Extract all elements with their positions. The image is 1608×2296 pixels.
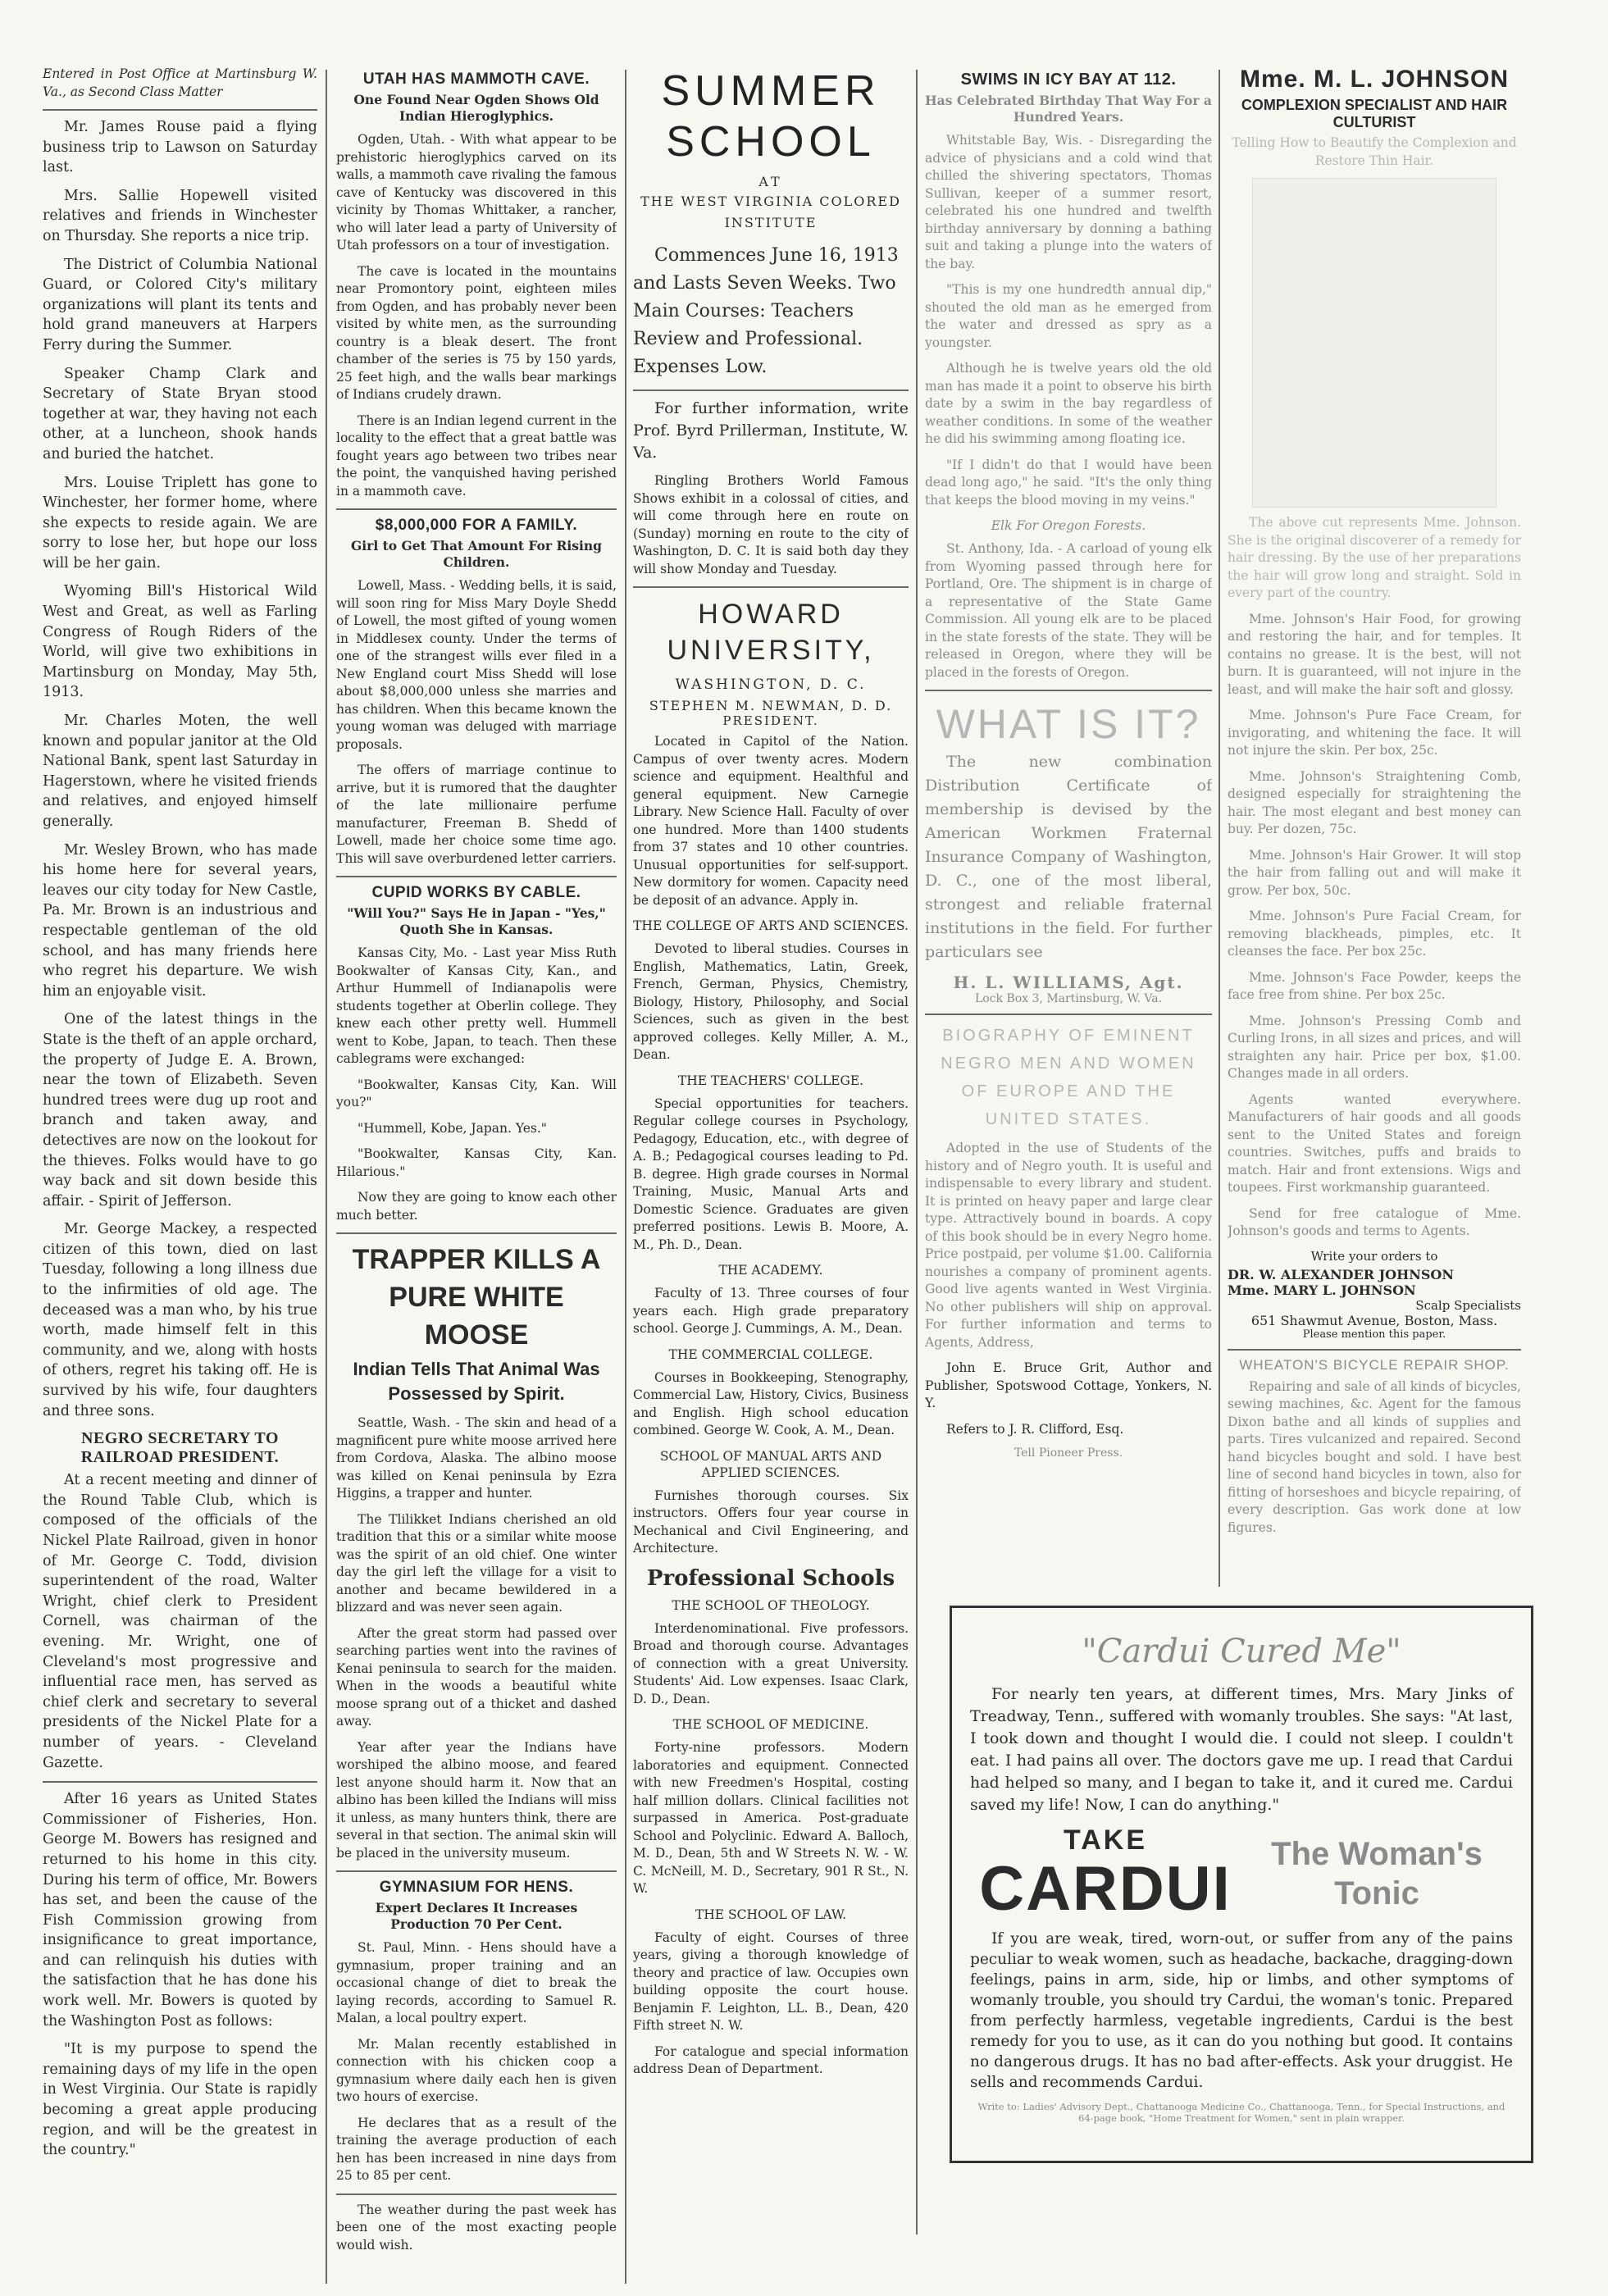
divider — [336, 876, 617, 877]
dept-heading: THE COMMERCIAL COLLEGE. — [668, 1346, 873, 1362]
johnson-intro: Telling How to Beautify the Complexion and Restore Thin Hair. — [1232, 135, 1517, 168]
dept-body: Furnishes thorough courses. Six instructors. Offers four year course in Mechanical and Civil Engineering, and Architecture. — [633, 1487, 909, 1556]
column-2 — [336, 66, 617, 2262]
divider — [336, 2194, 617, 2195]
article-body: Lowell, Mass. - Wedding bells, it is said, will soon ring for Miss Mary Doyle Shedd of Lowell, the most gifted of young women in Middlesex county. Under the terms of one of the strangest wills ever filed in a New England court Miss Shedd will lose about $8,000,000 unless she marries and has children. When this became known the young woman was deluged with marriage proposals. — [336, 578, 617, 752]
local-item: Mrs. Louise Triplett has gone to Winchester, her former home, where she expects to reside again. We are sorry to lose her, but hope our loss will be her gain. — [43, 474, 317, 572]
johnson-address: 651 Shawmut Avenue, Boston, Mass. — [1250, 1312, 1498, 1328]
dept-heading: THE TEACHERS' COLLEGE. — [677, 1073, 864, 1088]
article-subhead: Girl to Get That Amount For Rising Children. — [351, 538, 602, 570]
local-item: Wyoming Bill's Historical Wild West and Great, as well as Farling Congress of Rough Riders of the World, will give two exhibitions in Martinsburg on Monday, May 5th, 1913. — [43, 583, 317, 701]
masthead-notice: Entered in Post Office at Martinsburg W. Va., as Second Class Matter — [43, 66, 317, 99]
local-item: The District of Columbia National Guard, or Colored City's military organizations will plant its tents and hold grand maneuvers at Harpers Ferry during the Summer. — [43, 256, 317, 353]
dept-body: Forty-nine professors. Modern laboratories and equipment. Connected with new Freedmen's Hospital, costing half million dollars. Clinical facilities not surpassed in America. Post-graduate School and Polyclinic. Edward A. Balloch, M. D., Dean, 5th and W Streets N. W. - W. C. McNeill, M. D., Secretary, 901 R St., N. W. — [633, 1740, 909, 1896]
article-body: Now they are going to know each other much better. — [336, 1190, 617, 1223]
institute-name: THE WEST VIRGINIA COLORED INSTITUTE — [640, 194, 901, 230]
show-notice: Ringling Brothers World Famous Shows exhibit in a colossal of cities, and will come through here en route on (Sunday) morning en route to the city of Washington, D. C. It is said both day they will show Monday and Tuesday. — [633, 473, 909, 576]
johnson-dr: DR. W. ALEXANDER JOHNSON — [1228, 1266, 1454, 1282]
ad-brand-row — [970, 1824, 1513, 1922]
article-subhead: Expert Declares It Increases Production 70 Per Cent. — [375, 1900, 578, 1932]
ad-cardui: CARDUI — [979, 1854, 1232, 1924]
johnson-subheading: COMPLEXION SPECIALIST AND HAIR CULTURIST — [1241, 97, 1508, 130]
local-item: Mr. Charles Moten, the well known and popular janitor at the Old National Bank, spent last Saturday in Hagerstown, where he visited friends and relatives, and enjoyed himself generally. — [43, 713, 317, 830]
article-body: "Hummell, Kobe, Japan. Yes." — [358, 1120, 547, 1136]
ad-fine-print: Write to: Ladies' Advisory Dept., Chattanooga Medicine Co., Chattanooga, Tenn., for Special Instructions, and 64-page book, "Home Treatment for Women," sent in plain wrapper. — [977, 2101, 1506, 2124]
johnson-specialists: Scalp Specialists — [1415, 1297, 1521, 1313]
article-subhead: Indian Tells That Animal Was Possessed by Spirit. — [353, 1359, 600, 1404]
divider — [43, 109, 317, 111]
article-body: The offers of marriage continue to arrive, but it is rumored that the daughter of the late millionaire perfume manufacturer, Freeman B. Shedd of Lowell, made her choice some time ago. This will save overburdened letter carriers. — [336, 763, 617, 866]
article-subhead: "Will You?" Says He in Japan - "Yes," Quoth She in Kansas. — [347, 905, 606, 937]
biography-reference: Refers to J. R. Clifford, Esq. — [946, 1421, 1124, 1437]
article-body: There is an Indian legend current in the locality to the effect that a great battle was fought years ago between two tribes near the point, the vanquished having perished in a mammoth cave. — [336, 412, 617, 499]
local-item: Mr. George Mackey, a respected citizen of this town, died on last Tuesday, following a long illness due to the infirmities of old age. The deceased was a man who, by his true worth, made himself felt in this community, and we, along with hosts of others, regret his taking off. He is survived by his wife, four daughters and three sons. — [43, 1221, 317, 1419]
article-headline: Elk For Oregon Forests. — [991, 518, 1146, 533]
article-body: After 16 years as United States Commissioner of Fisheries, Hon. George M. Bowers has resigned and returned to his home in this city. During his term of office, Mr. Bowers has set, and been the cause of the Fish Commission growing from insignificance to great importance, and can relinquish his duties with the satisfaction that he has done his work well. Mr. Bowers is quoted by the Washington Post as follows: — [43, 1791, 317, 2029]
johnson-write: Write your orders to — [1310, 1248, 1438, 1264]
what-is-it-heading: WHAT IS IT? — [936, 701, 1201, 747]
local-item: Speaker Champ Clark and Secretary of State Bryan stood together at war, they having not each other, at a luncheon, shook hands and buried the hatchet. — [43, 365, 317, 462]
dept-heading: SCHOOL OF MANUAL ARTS AND APPLIED SCIENCES. — [659, 1448, 882, 1480]
article-subhead: Has Celebrated Birthday That Way For a Hundred Years. — [925, 93, 1212, 125]
divider — [336, 508, 617, 510]
johnson-body: Mme. Johnson's Hair Grower. It will stop the hair from falling out and will make it grow. Per box, 50c. — [1228, 847, 1521, 898]
article-body: Ogden, Utah. - With what appear to be prehistoric hieroglyphics carved on its walls, a mammoth cave rivaling the famous cave of Kentucky was discovered in this vicinity by Thomas Whittaker, a rancher, who will later lead a party of University of Utah professors on a tour of investigation. — [336, 132, 617, 253]
article-body: "Bookwalter, Kansas City, Kan. Will you?" — [336, 1077, 617, 1109]
howard-title: HOWARD UNIVERSITY, — [667, 599, 875, 666]
local-item: Mr. Wesley Brown, who has made his home here for several years, leaves our city today for New Castle, Pa. Mr. Brown is an industrious and respectable gentleman of the old school, and has many friends here who regret his departure. We wish him an enjoyable visit. — [43, 841, 317, 1000]
johnson-mme: Mme. MARY L. JOHNSON — [1228, 1282, 1416, 1298]
howard-body: Located in Capitol of the Nation. Campus of over twenty acres. Modern science and equipment. Healthful and general equipment. New Carnegie Library. New Science Hall. Faculty of over one hundred. More than 1400 students from 37 states and 10 other countries. Unusual opportunities for self-support. New dormitory for women. Capacity need be deposit of an advance. Apply in. — [633, 734, 909, 908]
johnson-body: The above cut represents Mme. Johnson. She is the original discoverer of a remedy for hair dressing. By the use of her preparations the hair will grow long and straight. Sold in every part of the country. — [1228, 515, 1521, 600]
howard-president-title: PRESIDENT. — [722, 713, 819, 728]
what-is-it-body: The new combination Distribution Certificate of membership is devised by the American Workmen Fraternal Insurance Company of Washington, D. C., one of the most liberal, strongest and reliable fraternal institutions in the field. For further particulars see — [925, 753, 1212, 961]
divider — [925, 690, 1212, 691]
dept-body: Faculty of 13. Three courses of four years each. High grade preparatory school. George J. Cummings, A. M., Dean. — [633, 1286, 909, 1336]
ad-body: If you are weak, tired, worn-out, or suffer from any of the pains peculiar to weak women, such as headache, backache, dragging-down feelings, pains in arm, side, hip or limbs, and other symptoms of womanly trouble, you should try Cardui, the woman's tonic. Prepared from perfectly harmless, vegetable ingredients, Cardui is the best remedy for you to use, as it can do you nothing but good. It contains no dangerous drugs. It has no bad after-effects. Ask your druggist. He sells and recommends Cardui. — [970, 1930, 1513, 2091]
dept-heading: THE SCHOOL OF THEOLOGY. — [672, 1597, 870, 1613]
divider — [633, 390, 909, 391]
ad-take: TAKE — [1063, 1824, 1148, 1856]
article-body: Although he is twelve years old the old man has made it a point to observe his birth date by a swim in the bay regardless of weather conditions. In some of the weather he did his swimming among floating ice. — [925, 361, 1212, 446]
column-rule — [1219, 70, 1220, 1587]
dept-heading: THE ACADEMY. — [718, 1263, 823, 1278]
at-label: AT — [758, 174, 783, 189]
agent-name: H. L. WILLIAMS, Agt. — [953, 973, 1184, 992]
article-body: St. Anthony, Ida. - A carload of young elk from Wyoming passed through here for Portland, Ore. The shipment is in charge of a representative of the State Game Commission. All young elk are to be placed in the state forests of the state. They will be released in Oregon, where they will be placed in the forests of Oregon. — [925, 541, 1212, 680]
dept-heading: THE SCHOOL OF LAW. — [695, 1906, 847, 1922]
howard-president: STEPHEN M. NEWMAN, D. D. — [649, 698, 893, 713]
divider — [1228, 1349, 1521, 1351]
local-item: One of the latest things in the State is the theft of an apple orchard, the property of Judge E. A. Brown, near the town of Elizabeth. Seven hundred trees were dug up root and branch and taken away, and detectives are now on the lookout for the thieves. Folks would have to go way back and sit down beside this affair. - Spirit of Jefferson. — [43, 1011, 317, 1210]
ad-tonic: The Woman's Tonic — [1271, 1835, 1483, 1911]
article-body: The weather during the past week has been one of the most exacting people would wish. — [336, 2202, 617, 2253]
article-body: The Tlilikket Indians cherished an old tradition that this or a similar white moose was the spirit of an old chief. One winter day the girl left the village for a visit to another and became bewildered in a blizzard and was never seen again. — [336, 1511, 617, 1615]
article-body: St. Paul, Minn. - Hens should have a gymnasium, proper training and an occasional change of diet to break the laying records, according to Samuel R. Malan, a local poultry expert. — [336, 1940, 617, 2025]
article-body: Mr. Malan recently established in connection with his chicken coop a gymnasium where daily each hen is given two hours of exercise. — [336, 2036, 617, 2104]
column-rule — [326, 70, 327, 2284]
divider — [336, 1870, 617, 1872]
article-body: Year after year the Indians have worshiped the albino moose, and feared lest anyone should harm it. Now that an albino has been killed the Indians will miss it unless, as many hunters think, there are several in that section. The animal skin will be placed in the university museum. — [336, 1739, 617, 1861]
biography-credit: Tell Pioneer Press. — [1014, 1446, 1123, 1460]
dept-body: Devoted to liberal studies. Courses in English, Mathematics, Latin, Greek, French, German, Physics, Chemistry, Biology, History, Philosophy, and Social Sciences, such as given in the best approved colleges. Kelly Miller, A. M., Dean. — [633, 941, 909, 1062]
article-body: "This is my one hundredth annual dip," shouted the old man as he emerged from the water and dressed as spry as a youngster. — [925, 282, 1212, 350]
local-item: Mr. James Rouse paid a flying business trip to Lawson on Saturday last. — [43, 119, 317, 176]
bicycle-heading: WHEATON'S BICYCLE REPAIR SHOP. — [1239, 1356, 1510, 1373]
johnson-body: Send for free catalogue of Mme. Johnson's goods and terms to Agents. — [1228, 1205, 1521, 1238]
divider — [925, 1014, 1212, 1015]
johnson-body: Agents wanted everywhere. Manufacturers of hair goods and all goods sent to the United States and foreign countries. Switches, puffs and braids to match. Hair and front extensions. Wigs and toupees. First workmanship guaranteed. — [1228, 1091, 1521, 1195]
johnson-body: Mme. Johnson's Hair Food, for growing and restoring the hair, and for temples. It contains no grease. It is the best, will not burn. It is guaranteed, will not injure in the least, and will make the hair soft and glossy. — [1228, 611, 1521, 697]
article-headline: UTAH HAS MAMMOTH CAVE. — [362, 71, 590, 88]
local-item: Mrs. Sallie Hopewell visited relatives and friends in Winchester on Thursday. She reports a nice trip. — [43, 187, 317, 244]
article-body: "Bookwalter, Kansas City, Kan. Hilarious." — [336, 1146, 617, 1179]
article-headline: SWIMS IN ICY BAY AT 112. — [960, 71, 1177, 89]
divider — [336, 1232, 617, 1234]
article-headline: NEGRO SECRETARY TO RAILROAD PRESIDENT. — [80, 1429, 280, 1467]
article-subhead: One Found Near Ogden Shows Old Indian Hieroglyphics. — [353, 92, 599, 124]
bicycle-body: Repairing and sale of all kinds of bicycles, sewing machines, &c. Agent for the famous Dixon bathe and all kinds of supplies and parts. Tires vulcanized and repaired. Second hand bicycles bought and sold. I have best line of second hand bicycles in town, also for fitting of horseshoes and bicycle repairing, of every description. Gas work done at low figures. — [1228, 1378, 1521, 1535]
dept-body: Faculty of eight. Courses of three years, giving a thorough knowledge of theory and practice of law. Occupies own building opposite the court house. Benjamin F. Leighton, LL. B., Dean, 420 Fifth street N. W. — [633, 1929, 909, 2033]
article-body: At a recent meeting and dinner of the Round Table Club, which is composed of the officials of the Nickel Plate Railroad, given in honor of Mr. George C. Todd, division superintendent of the road, Walter Wright, chief clerk to President Cornell, was chairman of the evening. Mr. Wright, one of Cleveland's most progressive and influential race men, has served as chief clerk and secretary to several presidents of the Nickel Plate for a number of years. - Cleveland Gazette. — [43, 1472, 317, 1771]
ad-testimonial: For nearly ten years, at different times, Mrs. Mary Jinks of Treadway, Tenn., suffered with womanly troubles. She says: "At last, I took down and thought I would die. I could not sleep. I couldn't eat. I had pains all over. The doctors gave me up. I read that Cardui had helped so many, and I began to take it, and it cured me. Cardui saved my life! Now, I can do anything." — [970, 1685, 1513, 1814]
article-body: "If I didn't do that I would have been dead long ago," he said. "It's the only thing that keeps the blood moving in my veins." — [925, 457, 1212, 508]
summer-info: For further information, write Prof. Byrd Prillerman, Institute, W. Va. — [633, 399, 909, 462]
article-headline: GYMNASIUM FOR HENS. — [379, 1879, 574, 1896]
column-5 — [1228, 66, 1521, 1545]
article-body: The cave is located in the mountains near Promontory point, eighteen miles from Ogden, and has probably never been visited by white men, as the surrounding country is a bleak desert. The front chamber of the series is 75 by 150 yards, 25 feet high, and the walls bear markings of Indians crudely drawn. — [336, 263, 617, 402]
article-headline: TRAPPER KILLS A PURE WHITE MOOSE — [352, 1244, 601, 1351]
column-rule — [916, 70, 918, 2234]
article-body: Kansas City, Mo. - Last year Miss Ruth Bookwalter of Kansas City, Kan., and Arthur Hummell of Indianapolis were students together at Oberlin college. They knew each other pretty well. Hummell went to Kobe, Japan, to teach. Then these cablegrams were exchanged: — [336, 945, 617, 1066]
biography-author: John E. Bruce Grit, Author and Publisher, Spotswood Cottage, Yonkers, N. Y. — [925, 1360, 1212, 1410]
biography-body: Adopted in the use of Students of the history and of Negro youth. It is useful and indispensable to every library and student. It is printed on heavy paper and large clear type. Attractively bound in boards. A copy of this book should be in every Negro home. Price postpaid, per volume $1.00. California nourishes a company of prominent agents. Good live agents wanted in West Virginia. No other publishers will ship on approval. For further information and terms to Agents, Address, — [925, 1141, 1212, 1350]
school-heading: SCHOOL — [666, 118, 876, 166]
article-headline: $8,000,000 FOR A FAMILY. — [375, 517, 578, 534]
dept-body: For catalogue and special information address Dean of Department. — [633, 2043, 909, 2076]
johnson-body: Mme. Johnson's Straightening Comb, designed especially for straightening the hair. The most elegant and best money can buy. Per dozen, 75c. — [1228, 768, 1521, 836]
dept-body: Courses in Bookkeeping, Stenography, Commercial Law, History, Civics, Business and English. High school education combined. George W. Cook, A. M., Dean. — [633, 1369, 909, 1437]
biography-heading: BIOGRAPHY OF EMINENT NEGRO MEN AND WOMEN OF EUROPE AND THE UNITED STATES. — [941, 1027, 1196, 1128]
article-headline: CUPID WORKS BY CABLE. — [371, 884, 581, 901]
ad-title: "Cardui Cured Me" — [1082, 1633, 1401, 1670]
johnson-heading: Mme. M. L. JOHNSON — [1239, 66, 1510, 93]
article-body: After the great storm had passed over searching parties went into the ravines of Kenai peninsula to search for the maiden. When in the woods a beautiful white moose sprang out of a thicket and dashed away. — [336, 1625, 617, 1729]
ad-brand — [970, 1824, 1241, 1922]
johnson-mention: Please mention this paper. — [1302, 1328, 1446, 1341]
cardui-ad — [950, 1606, 1533, 2163]
article-body: Whitstable Bay, Wis. - Disregarding the advice of physicians and a cold wind that chilled the shivering spectators, Thomas Sullivan, keeper of a summer resort, celebrated his one hundred and twelfth birthday anniversary by donning a bathing suit and taking a plunge into the waters of the bay. — [925, 133, 1212, 271]
article-body: "It is my purpose to spend the remaining days of my life in the open in West Virginia. Our State is rapidly becoming a great apple producing region, and will be the greatest in the country." — [43, 2041, 317, 2159]
column-4 — [925, 66, 1212, 1460]
divider — [43, 1781, 317, 1783]
johnson-body: Mme. Johnson's Pure Facial Cream, for removing blackheads, pimples, etc. It cleanses the face. Per box 25c. — [1228, 909, 1521, 959]
johnson-body: Mme. Johnson's Pressing Comb and Curling Irons, in all sizes and prices, and will straighten any hair. Price per box, $1.00. Changes made in all orders. — [1228, 1013, 1521, 1081]
article-body: Seattle, Wash. - The skin and head of a magnificent pure white moose arrived here from Cordova, Alaska. The albino moose was killed on Kenai peninsula by Ezra Higgins, a trapper and hunter. — [336, 1415, 617, 1501]
divider — [633, 586, 909, 588]
dept-heading: THE COLLEGE OF ARTS AND SCIENCES. — [633, 918, 909, 933]
johnson-body: Mme. Johnson's Face Powder, keeps the face free from shine. Per box 25c. — [1228, 969, 1521, 1002]
column-3 — [633, 66, 909, 2087]
column-rule — [625, 70, 626, 2284]
howard-city: WASHINGTON, D. C. — [675, 676, 867, 693]
dept-body: Interdenominational. Five professors. Broad and thorough course. Advantages of connection with a great University. Students' Aid. Low expenses. Isaac Clark, D. D., Dean. — [633, 1620, 909, 1706]
johnson-body: Mme. Johnson's Pure Face Cream, for invigorating, and whitening the face. It will not injure the skin. Per box, 25c. — [1228, 708, 1521, 758]
column-1 — [43, 66, 317, 2169]
article-body: He declares that as a result of the training the average production of each hen has been increased in nine days from 25 to 85 per cent. — [336, 2115, 617, 2183]
summer-heading: SUMMER — [661, 67, 881, 115]
dept-body: Special opportunities for teachers. Regular college courses in Psychology, Pedagogy, Education, etc., with degree of A. B.; Pedagogical courses leading to Pd. B. degree. High grade courses in Normal Training, Music, Manual Arts and Domestic Science. Graduates are given preferred positions. Lewis B. Moore, A. M., Ph. D., Dean. — [633, 1096, 909, 1252]
agent-address: Lock Box 3, Martinsburg, W. Va. — [974, 992, 1163, 1005]
professional-schools-heading: Professional Schools — [646, 1565, 895, 1591]
summer-details: Commences June 16, 1913 and Lasts Seven Weeks. Two Main Courses: Teachers Review and Professional. Expenses Low. — [633, 245, 899, 377]
dept-heading: THE SCHOOL OF MEDICINE. — [672, 1717, 869, 1732]
portrait-placeholder — [1252, 178, 1496, 508]
